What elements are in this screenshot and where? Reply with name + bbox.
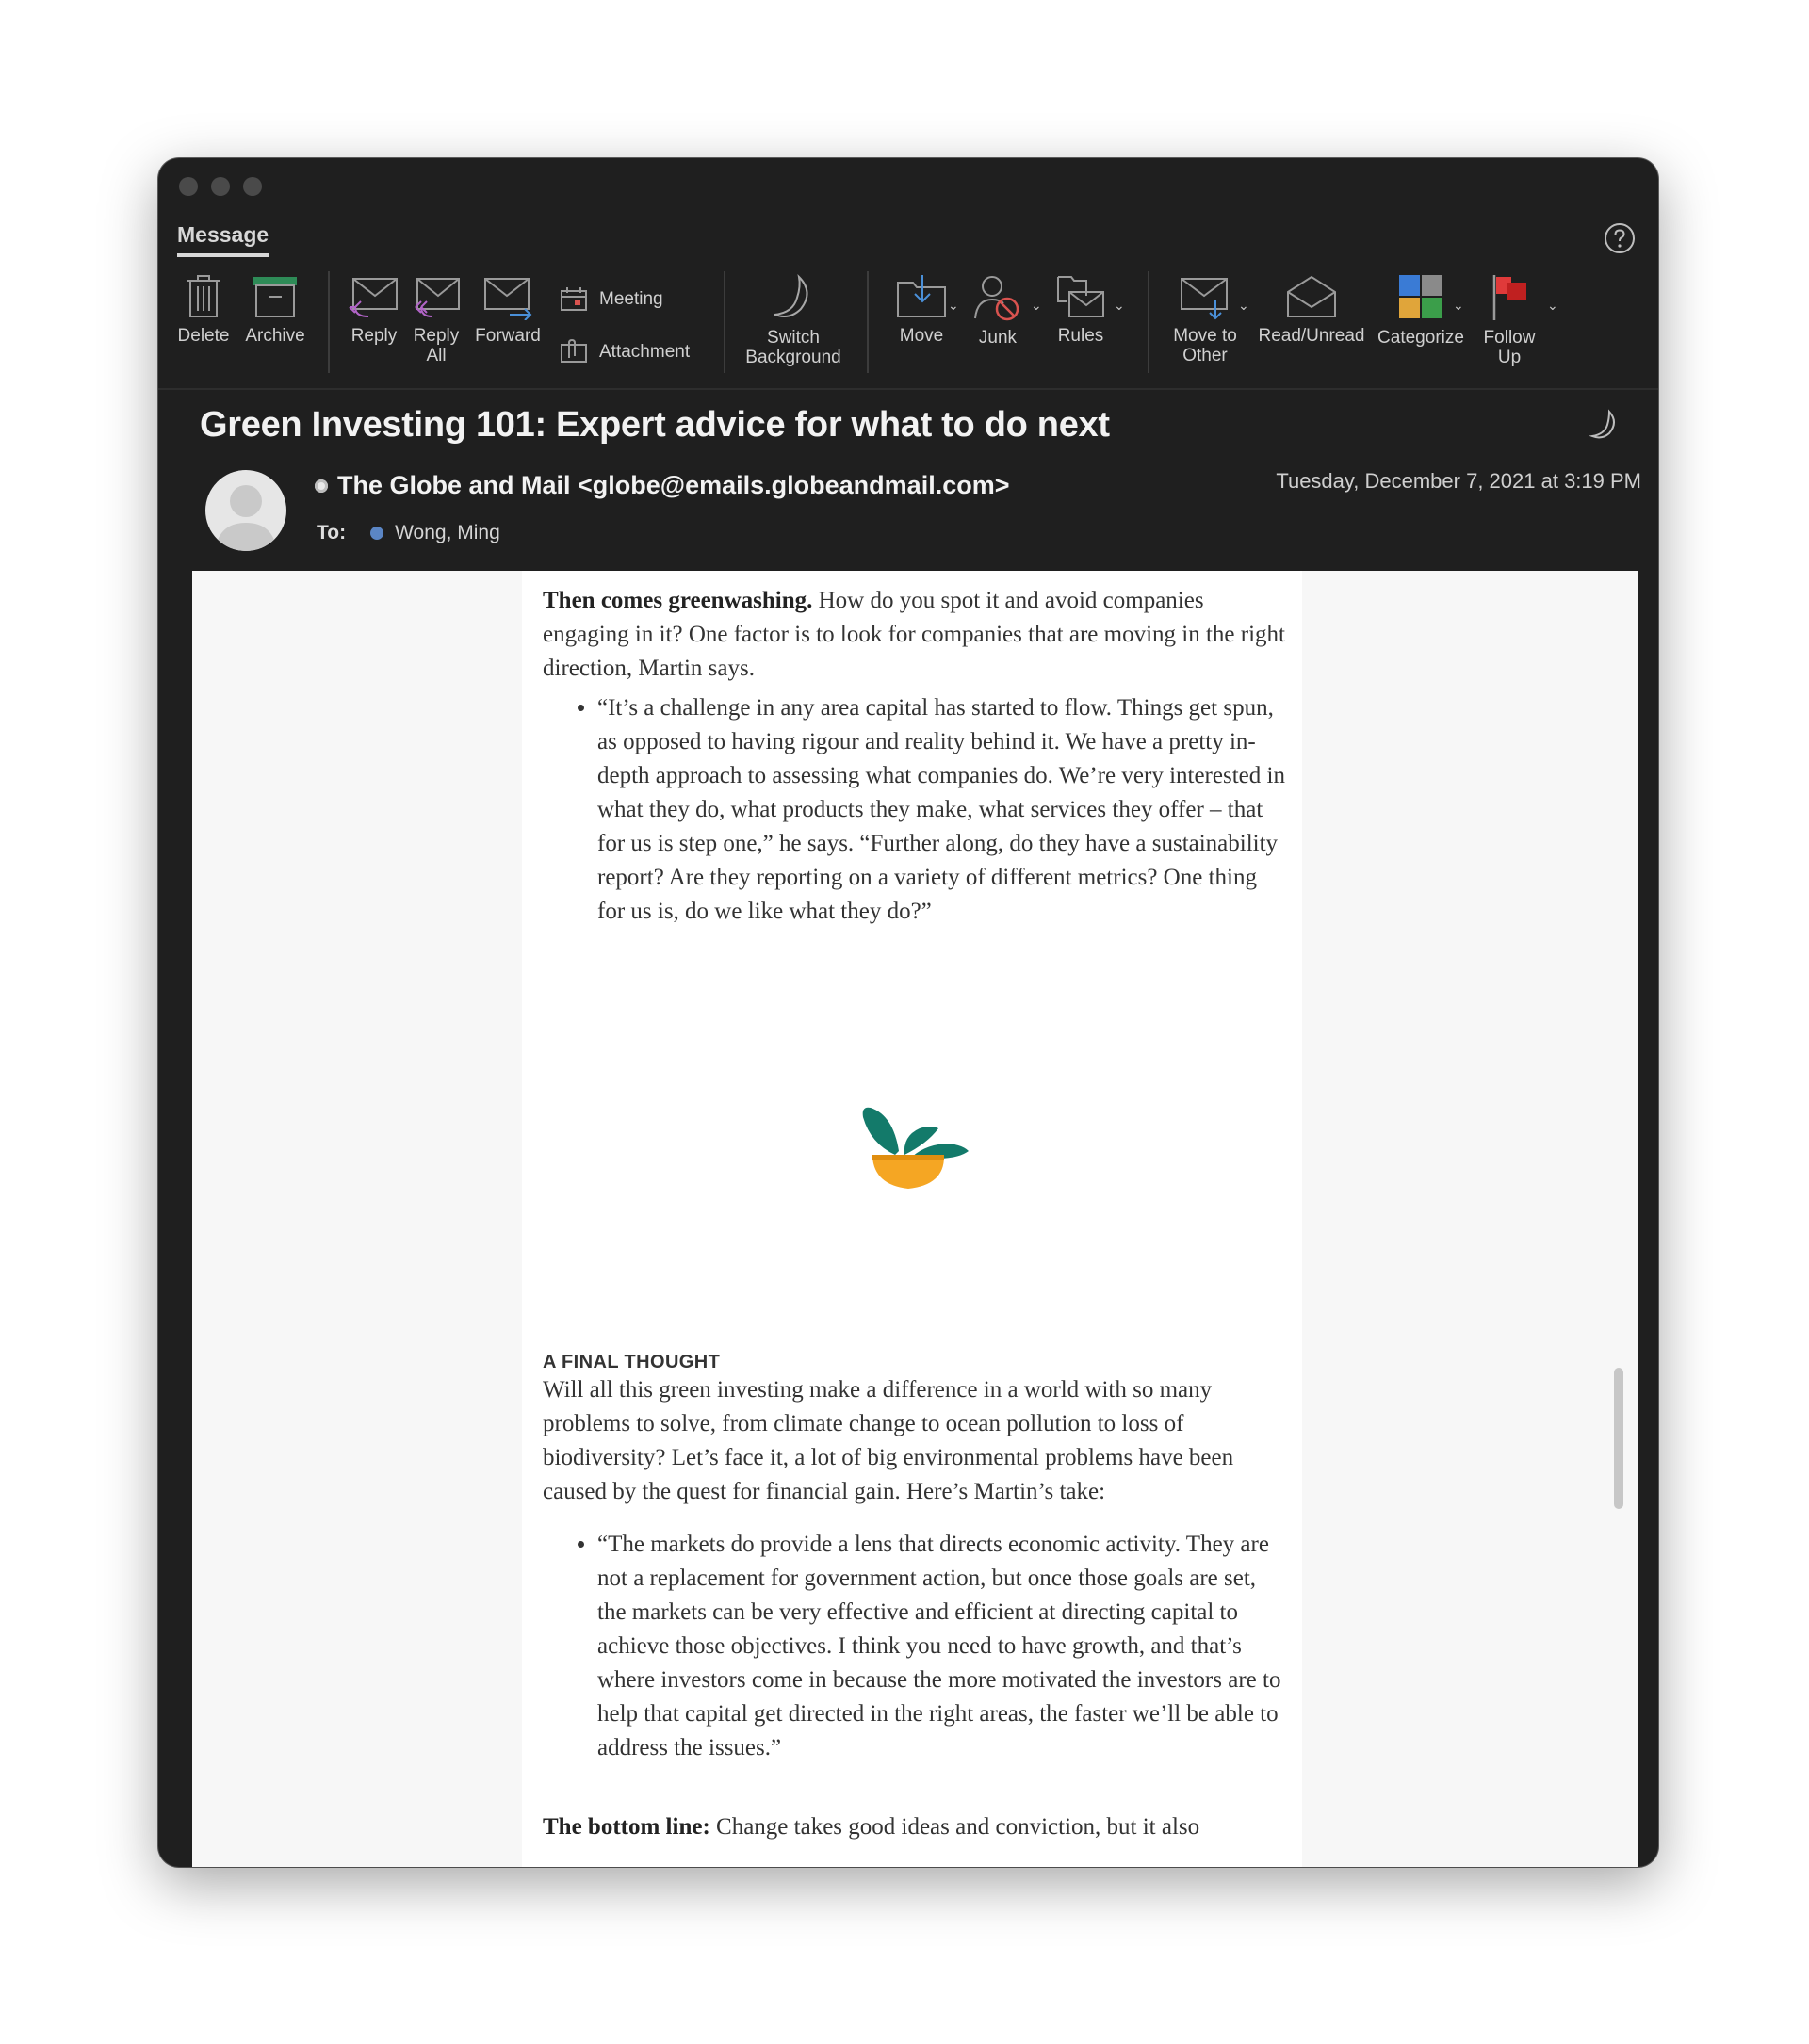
forward-button[interactable] — [471, 273, 545, 346]
quote-item: • “The markets do provide a lens that directs economic activity. They are not a replacement for government action, but once those goals are set, the markets can be very effective and efficient at directing capital to achieve those objectives. I think you need to have growth, and that’s where investors come in because the more motivated the investors are to help that capital get directed in the right areas, the faster we’ll be able to address the issues.” — [597, 1528, 1287, 1765]
calendar-icon — [560, 286, 588, 313]
rules-label: Rules — [1057, 326, 1104, 346]
delete-label: Delete — [177, 326, 230, 346]
follow-up-label-1: Follow — [1483, 328, 1536, 348]
reply-all-label-1: Reply — [413, 326, 460, 346]
vertical-scrollbar[interactable] — [1613, 571, 1624, 1867]
recipients-row — [317, 522, 500, 544]
categorize-label: Categorize — [1377, 328, 1464, 348]
rules-dropdown-chevron-icon[interactable]: ⌄ — [1114, 298, 1125, 313]
junk-button[interactable] — [967, 273, 1029, 348]
move-to-other-icon — [1178, 273, 1232, 320]
forward-icon — [481, 273, 534, 320]
move-to-other-label-1: Move to — [1173, 326, 1237, 346]
reply-all-icon — [410, 273, 463, 320]
ribbon-divider — [328, 271, 330, 373]
avatar — [205, 470, 286, 551]
move-to-other-label-2: Other — [1182, 346, 1228, 365]
paragraph-text: Change takes good ideas and conviction, but it also — [709, 1814, 1200, 1840]
envelope-open-icon — [1284, 273, 1339, 320]
junk-label: Junk — [978, 328, 1018, 348]
ribbon-divider — [867, 271, 869, 373]
switch-background-label-1: Switch — [767, 328, 820, 348]
message-date: Tuesday, December 7, 2021 at 3:19 PM — [1276, 469, 1641, 493]
quote-list — [543, 1528, 1287, 1765]
attachment-button[interactable] — [560, 339, 690, 365]
read-unread-button[interactable] — [1255, 273, 1368, 346]
paragraph-lead: Then comes greenwashing. — [543, 588, 813, 613]
categorize-dropdown-chevron-icon[interactable]: ⌄ — [1453, 298, 1464, 313]
rules-button[interactable] — [1048, 273, 1114, 346]
archive-button[interactable] — [241, 273, 309, 346]
section-heading: A FINAL THOUGHT — [543, 1352, 721, 1372]
close-window-button[interactable] — [179, 177, 198, 196]
folder-move-icon — [894, 273, 949, 320]
read-unread-label: Read/Unread — [1258, 326, 1365, 346]
move-to-other-dropdown-chevron-icon[interactable]: ⌄ — [1238, 298, 1249, 313]
paragraph-final-thought: Will all this green investing make a difference in a world with so many problems to solve, from climate change to ocean pollution to loss of biodiversity? Let’s face it, a lot of big environmental problems have been caused by the quest for financial gain. Here’s Martin’s take: — [543, 1377, 1234, 1504]
reply-all-label-2: All — [426, 346, 447, 365]
to-label: To: — [317, 522, 347, 543]
paragraph-bottom-line — [543, 1810, 1296, 1844]
move-label: Move — [899, 326, 944, 346]
recipient-presence-dot-icon — [370, 527, 383, 540]
reply-all-button[interactable] — [407, 273, 465, 365]
ribbon-toolbar — [158, 262, 1658, 382]
follow-up-label-2: Up — [1497, 348, 1522, 367]
move-dropdown-chevron-icon[interactable]: ⌄ — [948, 298, 959, 313]
paperclip-icon — [560, 339, 588, 365]
message-subject: Green Investing 101: Expert advice for what to do next — [200, 405, 1110, 445]
meeting-label: Meeting — [599, 289, 663, 309]
tab-message[interactable]: Message — [177, 222, 269, 257]
person-icon — [205, 470, 286, 551]
quote-list — [543, 691, 1287, 929]
moon-icon[interactable] — [1589, 409, 1621, 441]
follow-up-button[interactable] — [1474, 273, 1545, 367]
archive-icon — [251, 273, 300, 320]
plant-illustration — [852, 1100, 974, 1194]
categorize-icon — [1395, 273, 1446, 322]
follow-up-dropdown-chevron-icon[interactable]: ⌄ — [1547, 298, 1558, 313]
delete-button[interactable] — [175, 273, 232, 346]
reply-label: Reply — [350, 326, 398, 346]
switch-background-label-2: Background — [745, 348, 841, 367]
message-content — [522, 571, 1302, 1867]
paragraph-lead: The bottom line: — [543, 1814, 710, 1840]
sender-line[interactable] — [315, 471, 1009, 500]
reply-button[interactable] — [347, 273, 401, 346]
ribbon-divider — [724, 271, 725, 373]
moon-icon — [767, 273, 820, 322]
message-body-pane — [192, 571, 1638, 1867]
paragraph-text: How do you spot it and avoid companies engaging in it? One factor is to look for companies that are moving in the right direction, Martin says. — [543, 588, 1285, 681]
window-controls — [179, 177, 262, 196]
attachment-label: Attachment — [599, 342, 691, 362]
quote-item: • “It’s a challenge in any area capital has started to flow. Things get spun, as opposed to having rigour and reality behind it. We have a pretty in-depth approach to assessing what companies do. We’re very interested in what they do, what products they make, what services they offer – that for us is step one,” he says. “Further along, do they have a sustainability report? Are they reporting on a variety of different metrics? One thing for us is, do we like what they do?” — [597, 691, 1287, 929]
forward-label: Forward — [475, 326, 541, 346]
move-to-other-button[interactable] — [1163, 273, 1247, 365]
presence-dot-icon — [315, 479, 328, 493]
meeting-button[interactable] — [560, 286, 663, 313]
junk-icon — [971, 273, 1024, 322]
message-header — [158, 388, 1658, 573]
minimize-window-button[interactable] — [211, 177, 230, 196]
mail-window — [158, 158, 1658, 1867]
flag-icon — [1487, 273, 1532, 322]
sender-name[interactable]: The Globe and Mail <globe@emails.globeandmail.com> — [337, 471, 1010, 499]
paragraph-greenwashing — [543, 584, 1287, 686]
reply-icon — [348, 273, 400, 320]
junk-dropdown-chevron-icon[interactable]: ⌄ — [1031, 298, 1042, 313]
rules-icon — [1054, 273, 1107, 320]
help-icon[interactable] — [1604, 222, 1636, 254]
recipient-name[interactable]: Wong, Ming — [395, 522, 500, 543]
ribbon-divider — [1148, 271, 1149, 373]
scrollbar-thumb[interactable] — [1614, 1368, 1623, 1509]
archive-label: Archive — [245, 326, 305, 346]
switch-background-button[interactable] — [737, 273, 850, 367]
zoom-window-button[interactable] — [243, 177, 262, 196]
trash-icon — [183, 273, 224, 320]
